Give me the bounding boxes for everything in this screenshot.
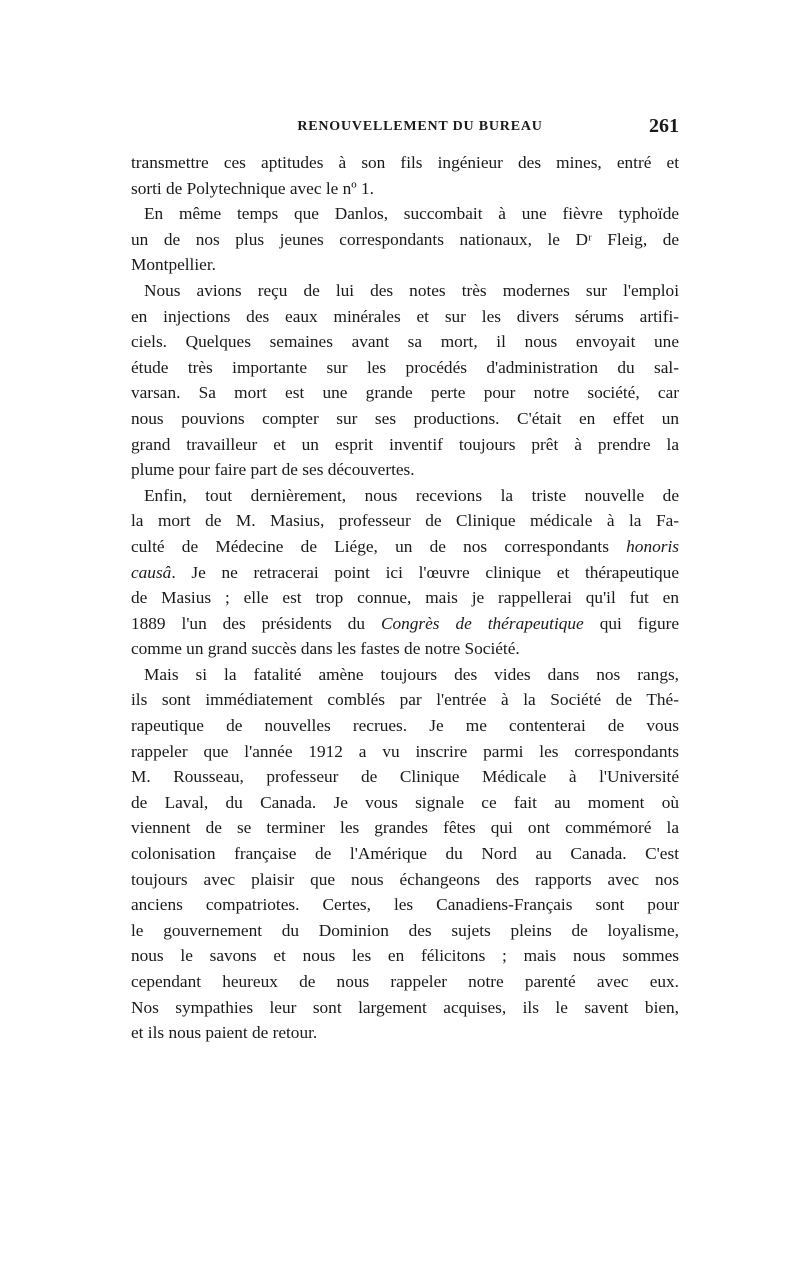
line-text: toujours avec plaisir que nous échangeons des rapports avec nos (131, 869, 679, 889)
italic-text: causâ (131, 562, 172, 582)
page-header (131, 115, 679, 145)
italic-text: Congrès de thérapeutique (380, 613, 584, 633)
text-line (131, 918, 679, 944)
line-text: de Laval, du Canada. Je vous signale ce fait au moment où (131, 792, 679, 812)
line-text: transmettre ces aptitudes à son fils ingénieur des mines, entré et (131, 153, 679, 172)
line-text: anciens compatriotes. Certes, les Canadiens-Français sont pour (131, 895, 679, 915)
line-text: colonisation française de l'Amérique du Nord au Canada. C'est (131, 844, 679, 864)
text-line (131, 790, 679, 816)
text-line (131, 201, 679, 227)
line-text: ils sont immédiatement comblés par l'entrée à la Société de Thé- (131, 690, 679, 710)
text-line (131, 560, 679, 586)
line-text: et ils nous paient de retour. (131, 1023, 318, 1043)
line-text: de Masius ; elle est trop connue, mais je rappellerai qu'il fut en (131, 588, 679, 608)
line-text: la mort de M. Masius, professeur de Clinique médicale à la Fa- (131, 511, 679, 531)
text-line (131, 380, 679, 406)
text-line (131, 739, 679, 765)
text-line (131, 329, 679, 355)
text-line (131, 585, 679, 611)
line-text: . Je ne retracerai point ici l'œuvre clinique et thérapeutique (171, 562, 679, 582)
text-line (131, 432, 679, 458)
text-line (131, 995, 679, 1021)
text-line (131, 1020, 679, 1046)
text-line (131, 662, 679, 688)
line-text: Montpellier. (131, 255, 216, 275)
text-line (131, 252, 679, 278)
line-text: viennent de se terminer les grandes fêtes qui ont commémoré la (131, 818, 679, 838)
line-text: Nos sympathies leur sont largement acquises, ils le savent bien, (131, 997, 679, 1017)
line-text: qui figure (599, 613, 680, 633)
line-text: Mais si la fatalité amène toujours des vides dans nos rangs, (144, 664, 679, 684)
text-line (131, 150, 679, 176)
body-text (131, 150, 679, 1046)
line-text: grand travailleur et un esprit inventif toujours prêt à prendre la (131, 434, 679, 454)
text-line (131, 406, 679, 432)
text-line (131, 841, 679, 867)
line-text: nous le savons et nous les en félicitons ; mais nous sommes (131, 946, 679, 966)
text-line (131, 687, 679, 713)
text-line (131, 508, 679, 534)
text-line (131, 278, 679, 304)
text-line (131, 304, 679, 330)
running-title: RENOUVELLEMENT DU BUREAU (297, 119, 543, 134)
italic-text: honoris (626, 536, 679, 556)
line-text: Enfin, tout dernièrement, nous recevions la triste nouvelle de (144, 485, 679, 505)
text-line (131, 943, 679, 969)
line-text: 1889 l'un des présidents du (131, 613, 365, 633)
line-text: étude très importante sur les procédés d'administration du sal- (131, 357, 679, 377)
line-text: cependant heureux de nous rappeler notre parenté avec eux. (131, 972, 679, 991)
line-text: ciels. Quelques semaines avant sa mort, il nous envoyait une (131, 332, 679, 352)
line-text: plume pour faire part de ses découvertes. (131, 460, 415, 480)
text-line (131, 867, 679, 893)
text-line (131, 969, 679, 995)
text-line (131, 611, 679, 637)
text-line (131, 176, 679, 202)
text-line (131, 764, 679, 790)
line-text: En même temps que Danlos, succombait à une fièvre typhoïde (144, 204, 679, 224)
text-line (131, 713, 679, 739)
line-text: sorti de Polytechnique avec le nº 1. (131, 178, 374, 198)
text-line (131, 636, 679, 662)
page-number: 261 (649, 115, 679, 137)
text-line (131, 457, 679, 483)
text-line (131, 815, 679, 841)
line-text: rappeler que l'année 1912 a vu inscrire parmi les correspondants (131, 741, 679, 761)
line-text: un de nos plus jeunes correspondants nationaux, le Dʳ Fleig, de (131, 229, 679, 249)
line-text: Nous avions reçu de lui des notes très modernes sur l'emploi (144, 280, 679, 300)
line-text: comme un grand succès dans les fastes de notre Société. (131, 639, 520, 659)
line-text: culté de Médecine de Liége, un de nos correspondants (131, 536, 609, 556)
text-line (131, 534, 679, 560)
line-text: le gouvernement du Dominion des sujets pleins de loyalisme, (131, 920, 679, 940)
line-text: en injections des eaux minérales et sur les divers sérums artifi- (131, 306, 679, 326)
text-line (131, 227, 679, 253)
line-text: rapeutique de nouvelles recrues. Je me contenterai de vous (131, 716, 679, 736)
line-text: varsan. Sa mort est une grande perte pour notre société, car (131, 383, 679, 403)
line-text: nous pouvions compter sur ses productions. C'était en effet un (131, 408, 679, 428)
text-line (131, 892, 679, 918)
text-line (131, 355, 679, 381)
text-line (131, 483, 679, 509)
line-text: M. Rousseau, professeur de Clinique Médicale à l'Université (131, 767, 679, 787)
